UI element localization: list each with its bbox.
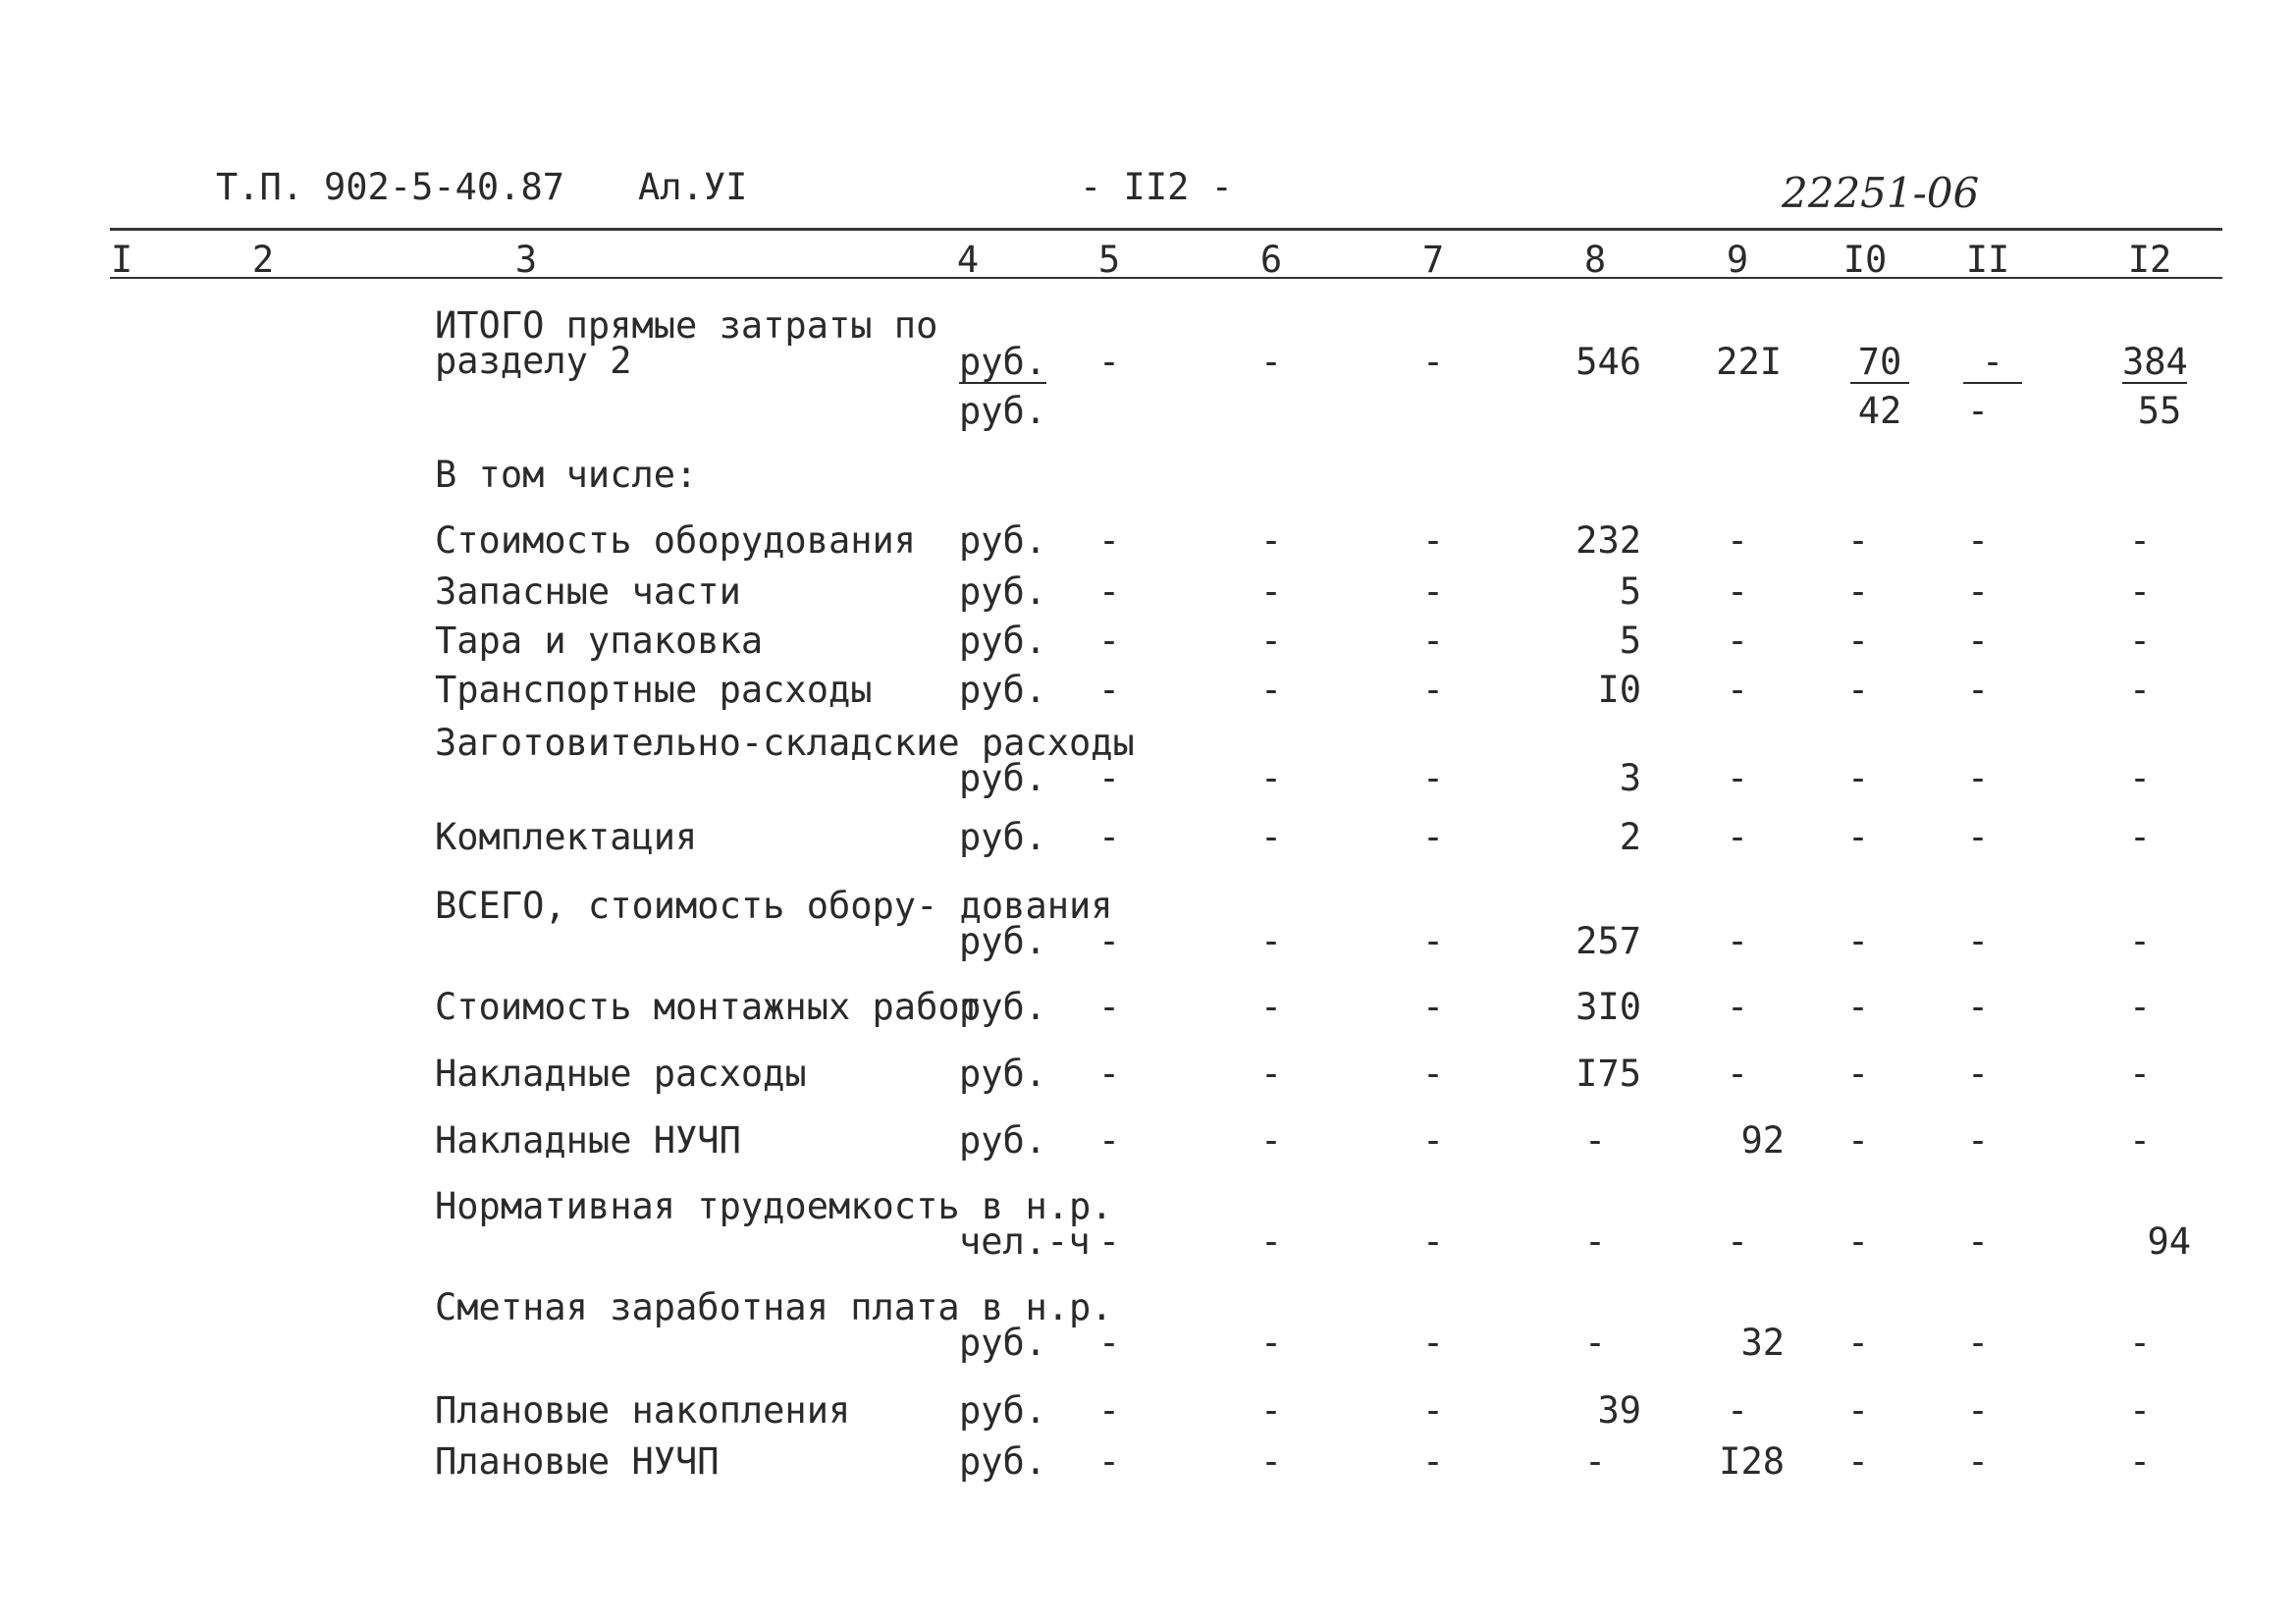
row-cell-col6: - xyxy=(1259,986,1283,1028)
row-label: Запасные части xyxy=(435,570,741,613)
row-label: Заготовительно-складские расходы xyxy=(435,722,1135,764)
row-unit: руб. xyxy=(959,1389,1047,1432)
row-cell-col11: - xyxy=(1966,816,1990,858)
row-label: Нормативная трудоемкость в н.р. xyxy=(435,1185,1113,1227)
row-cell-col11: - xyxy=(1966,1440,1990,1483)
total-row-col9: 22I xyxy=(1716,341,1782,383)
row-cell-col6: - xyxy=(1259,519,1283,562)
total-row-col11-bottom: - xyxy=(1966,390,1990,432)
row-cell-col7: - xyxy=(1421,757,1445,799)
row-cell-col8: 39 xyxy=(1597,1389,1641,1432)
album-number: Ал.УI xyxy=(638,166,748,208)
total-row-col12-top: 384 xyxy=(2122,341,2188,383)
row-cell-col9: 32 xyxy=(1740,1322,1785,1364)
row-unit: руб. xyxy=(959,1053,1047,1095)
total-row-unit-top: руб. xyxy=(959,341,1047,383)
row-label: Накладные расходы xyxy=(435,1053,807,1095)
row-cell-col11: - xyxy=(1966,570,1990,613)
row-cell-col8: I75 xyxy=(1575,1053,1641,1095)
row-cell-col9: 92 xyxy=(1740,1119,1785,1162)
row-cell-col11: - xyxy=(1966,1119,1990,1162)
row-label: Накладные НУЧП xyxy=(435,1119,741,1162)
row-cell-col12: 94 xyxy=(2147,1220,2191,1263)
header-rule-top xyxy=(110,228,2222,231)
column-number-4: 4 xyxy=(956,239,980,281)
row-cell-col6: - xyxy=(1259,1220,1283,1263)
row-cell-col9: - xyxy=(1726,816,1749,858)
header-rule-bottom xyxy=(110,277,2222,279)
row-cell-col10: - xyxy=(1846,986,1870,1028)
row-cell-col6: - xyxy=(1259,570,1283,613)
column-number-8: 8 xyxy=(1583,239,1607,281)
row-cell-col8: - xyxy=(1583,1440,1607,1483)
row-cell-col11: - xyxy=(1966,669,1990,711)
row-unit: руб. xyxy=(959,669,1047,711)
row-cell-col9: - xyxy=(1726,986,1749,1028)
row-cell-col5: - xyxy=(1097,669,1121,711)
row-cell-col5: - xyxy=(1097,816,1121,858)
row-cell-col7: - xyxy=(1421,519,1445,562)
row-cell-col8: I0 xyxy=(1597,669,1641,711)
total-row-unit-bottom: руб. xyxy=(959,390,1047,432)
column-number-3: 3 xyxy=(514,239,538,281)
page-number: - II2 - xyxy=(1080,166,1233,208)
row-cell-col12: - xyxy=(2128,920,2152,962)
row-cell-col10: - xyxy=(1846,1053,1870,1095)
row-cell-col9: - xyxy=(1726,1389,1749,1432)
row-cell-col7: - xyxy=(1421,570,1445,613)
row-cell-col7: - xyxy=(1421,1389,1445,1432)
row-cell-col7: - xyxy=(1421,1053,1445,1095)
row-cell-col10: - xyxy=(1846,1322,1870,1364)
row-cell-col6: - xyxy=(1259,757,1283,799)
row-cell-col10: - xyxy=(1846,669,1870,711)
row-label: ВСЕГО, стоимость обору- дования xyxy=(435,885,1113,927)
row-cell-col11: - xyxy=(1966,620,1990,662)
row-cell-col7: - xyxy=(1421,816,1445,858)
row-unit: руб. xyxy=(959,1119,1047,1162)
row-cell-col12: - xyxy=(2128,620,2152,662)
row-cell-col6: - xyxy=(1259,1440,1283,1483)
row-cell-col7: - xyxy=(1421,986,1445,1028)
row-cell-col8: 3 xyxy=(1619,757,1641,799)
inventory-number: 22251-06 xyxy=(1782,169,1980,217)
row-cell-col11: - xyxy=(1966,986,1990,1028)
row-unit: руб. xyxy=(959,519,1047,562)
row-cell-col12: - xyxy=(2128,1119,2152,1162)
row-cell-col10: - xyxy=(1846,570,1870,613)
row-cell-col11: - xyxy=(1966,757,1990,799)
row-cell-col5: - xyxy=(1097,570,1121,613)
row-cell-col8: - xyxy=(1583,1220,1607,1263)
row-cell-col12: - xyxy=(2128,986,2152,1028)
total-row-label-line2: разделу 2 xyxy=(435,340,632,382)
row-cell-col10: - xyxy=(1846,920,1870,962)
row-label: Комплектация xyxy=(435,816,698,858)
row-cell-col12: - xyxy=(2128,669,2152,711)
row-cell-col8: 3I0 xyxy=(1575,986,1641,1028)
total-row-col12-bottom: 55 xyxy=(2137,390,2182,432)
row-cell-col5: - xyxy=(1097,1053,1121,1095)
total-row-col10-bottom: 42 xyxy=(1857,390,1902,432)
row-cell-col5: - xyxy=(1097,757,1121,799)
row-cell-col5: - xyxy=(1097,519,1121,562)
row-cell-col11: - xyxy=(1966,519,1990,562)
row-unit: чел.-ч xyxy=(959,1220,1091,1263)
row-cell-col9: - xyxy=(1726,920,1749,962)
row-cell-col7: - xyxy=(1421,1119,1445,1162)
row-unit: руб. xyxy=(959,816,1047,858)
row-cell-col7: - xyxy=(1421,620,1445,662)
row-label: Стоимость монтажных работ xyxy=(435,986,982,1028)
row-label: Транспортные расходы xyxy=(435,669,873,711)
total-row-label-line1: ИТОГО прямые затраты по xyxy=(435,304,938,347)
row-cell-col5: - xyxy=(1097,620,1121,662)
row-cell-col6: - xyxy=(1259,1053,1283,1095)
column-number-7: 7 xyxy=(1421,239,1445,281)
row-cell-col12: - xyxy=(2128,757,2152,799)
row-label: Стоимость оборудования xyxy=(435,519,917,562)
including-label: В том числе: xyxy=(435,454,698,496)
row-cell-col6: - xyxy=(1259,1119,1283,1162)
row-cell-col8: 5 xyxy=(1619,620,1641,662)
row-cell-col8: 232 xyxy=(1575,519,1641,562)
row-label: Плановые накопления xyxy=(435,1389,851,1432)
row-cell-col8: - xyxy=(1583,1322,1607,1364)
total-row-col7: - xyxy=(1421,341,1445,383)
row-cell-col7: - xyxy=(1421,1440,1445,1483)
row-cell-col11: - xyxy=(1966,1053,1990,1095)
doc-code: Т.П. xyxy=(216,166,304,208)
row-cell-col12: - xyxy=(2128,816,2152,858)
row-cell-col9: - xyxy=(1726,1053,1749,1095)
row-cell-col12: - xyxy=(2128,1322,2152,1364)
row-cell-col9: - xyxy=(1726,757,1749,799)
total-row-col8: 546 xyxy=(1575,341,1641,383)
column-number-9: 9 xyxy=(1726,239,1749,281)
row-cell-col9: - xyxy=(1726,519,1749,562)
row-cell-col5: - xyxy=(1097,986,1121,1028)
row-unit: руб. xyxy=(959,986,1047,1028)
row-cell-col10: - xyxy=(1846,1440,1870,1483)
row-cell-col8: 2 xyxy=(1619,816,1641,858)
row-unit: руб. xyxy=(959,920,1047,962)
row-cell-col5: - xyxy=(1097,920,1121,962)
row-cell-col6: - xyxy=(1259,816,1283,858)
total-row-col10-top: 70 xyxy=(1850,344,1909,384)
row-cell-col5: - xyxy=(1097,1220,1121,1263)
row-cell-col8: 257 xyxy=(1575,920,1641,962)
row-cell-col9: I28 xyxy=(1719,1440,1785,1483)
row-cell-col9: - xyxy=(1726,620,1749,662)
column-number-10: I0 xyxy=(1842,239,1888,281)
column-number-6: 6 xyxy=(1259,239,1283,281)
row-cell-col10: - xyxy=(1846,757,1870,799)
row-cell-col11: - xyxy=(1966,1389,1990,1432)
row-unit: руб. xyxy=(959,757,1047,799)
row-cell-col12: - xyxy=(2128,1053,2152,1095)
row-cell-col12: - xyxy=(2128,570,2152,613)
row-cell-col5: - xyxy=(1097,1440,1121,1483)
row-cell-col12: - xyxy=(2128,1440,2152,1483)
row-cell-col8: - xyxy=(1583,1119,1607,1162)
column-number-1: I xyxy=(110,239,133,281)
column-number-5: 5 xyxy=(1097,239,1121,281)
row-unit: руб. xyxy=(959,620,1047,662)
row-cell-col11: - xyxy=(1966,1322,1990,1364)
row-cell-col5: - xyxy=(1097,1389,1121,1432)
total-row-col6: - xyxy=(1259,341,1283,383)
row-cell-col10: - xyxy=(1846,1220,1870,1263)
row-cell-col10: - xyxy=(1846,1389,1870,1432)
row-label: Сметная заработная плата в н.р. xyxy=(435,1286,1113,1328)
row-cell-col7: - xyxy=(1421,920,1445,962)
total-row-col11-top: - xyxy=(1963,344,2022,384)
row-cell-col6: - xyxy=(1259,620,1283,662)
row-cell-col11: - xyxy=(1966,1220,1990,1263)
row-label: Плановые НУЧП xyxy=(435,1440,720,1483)
row-cell-col9: - xyxy=(1726,570,1749,613)
column-number-12: I2 xyxy=(2127,239,2172,281)
row-cell-col6: - xyxy=(1259,669,1283,711)
total-row-col5: - xyxy=(1097,341,1121,383)
row-cell-col7: - xyxy=(1421,1220,1445,1263)
row-cell-col12: - xyxy=(2128,1389,2152,1432)
row-label: Тара и упаковка xyxy=(435,620,764,662)
column-number-11: II xyxy=(1965,239,2010,281)
project-number: 902-5-40.87 xyxy=(324,166,565,208)
row-unit: руб. xyxy=(959,1440,1047,1483)
row-cell-col10: - xyxy=(1846,816,1870,858)
row-unit: руб. xyxy=(959,1322,1047,1364)
row-cell-col6: - xyxy=(1259,1322,1283,1364)
row-cell-col10: - xyxy=(1846,1119,1870,1162)
row-cell-col6: - xyxy=(1259,1389,1283,1432)
row-cell-col7: - xyxy=(1421,669,1445,711)
row-cell-col5: - xyxy=(1097,1119,1121,1162)
row-cell-col9: - xyxy=(1726,669,1749,711)
row-cell-col7: - xyxy=(1421,1322,1445,1364)
row-cell-col9: - xyxy=(1726,1220,1749,1263)
row-cell-col6: - xyxy=(1259,920,1283,962)
row-cell-col10: - xyxy=(1846,519,1870,562)
row-cell-col12: - xyxy=(2128,519,2152,562)
row-unit: руб. xyxy=(959,570,1047,613)
row-cell-col8: 5 xyxy=(1619,570,1641,613)
column-number-2: 2 xyxy=(251,239,275,281)
row-cell-col10: - xyxy=(1846,620,1870,662)
row-cell-col11: - xyxy=(1966,920,1990,962)
row-cell-col5: - xyxy=(1097,1322,1121,1364)
